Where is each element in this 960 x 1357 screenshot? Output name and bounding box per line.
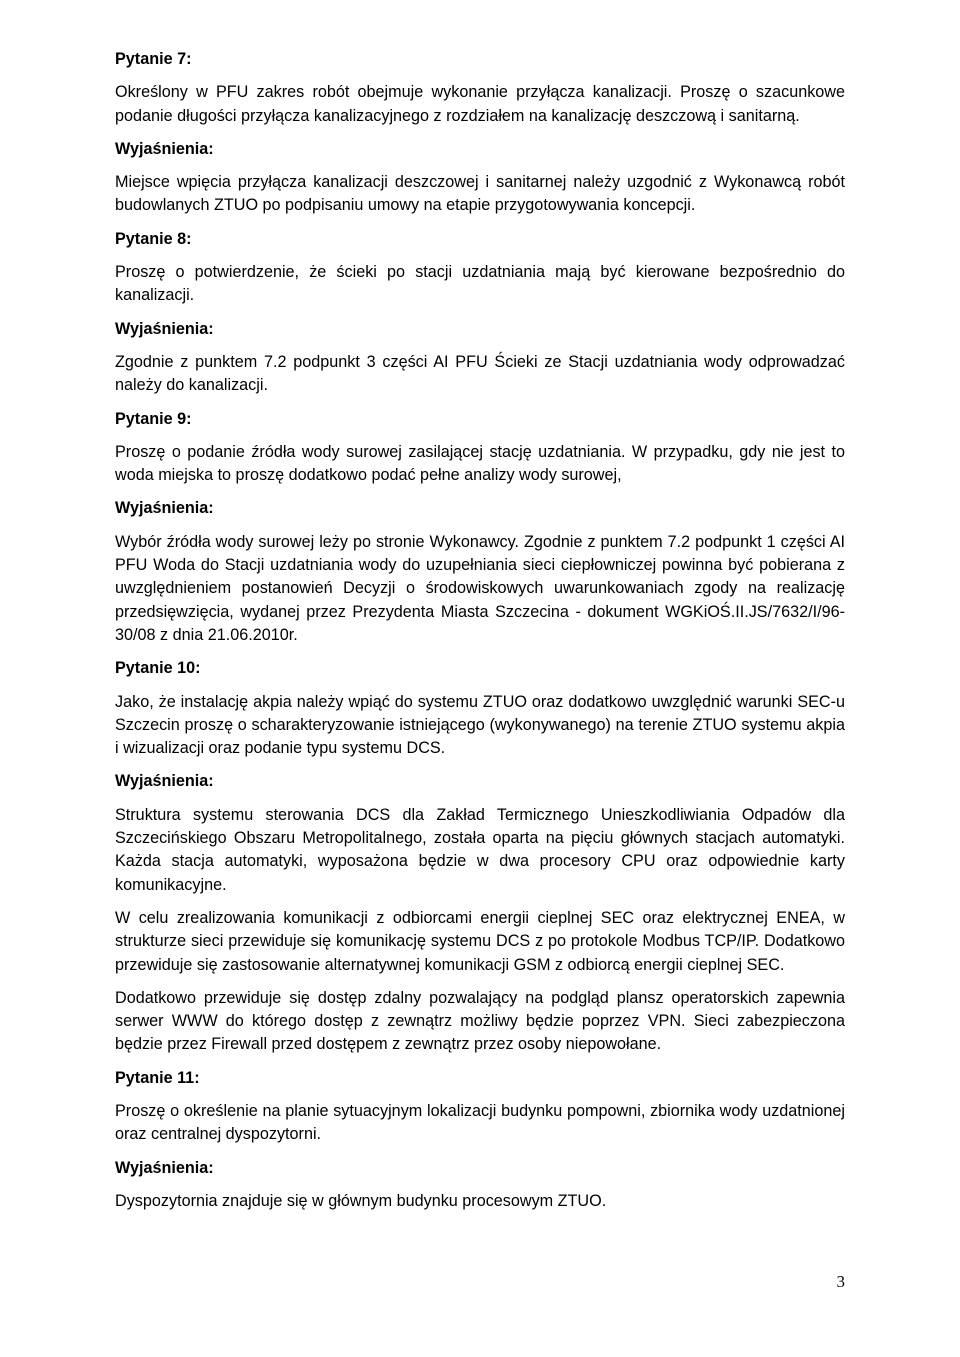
question-block-11 xyxy=(115,1067,845,1213)
question-heading: Pytanie 7: xyxy=(115,50,192,68)
answer-text: Dodatkowo przewiduje się dostęp zdalny pozwalający na podgląd plansz operatorskich zapewnia serwer WWW do którego dostęp z zewnątrz możliwy będzie poprzez VPN. Sieci zabezpieczona będzie przez Firewall przed dostępem z zewnątrz przez osoby niepowołane. xyxy=(115,988,845,1054)
question-heading: Pytanie 11: xyxy=(115,1068,200,1087)
page-number: 3 xyxy=(836,1272,845,1291)
answer-text: Wybór źródła wody surowej leży po stronie Wykonawcy. Zgodnie z punktem 7.2 podpunkt 1 części AI PFU Woda do Stacji uzdatniania wody do uzupełniania sieci ciepłowniczej powinna być pobierana z uwzględnieniem postanowień Decyzji o środowiskowych uwarunkowaniach zgody na realizację przedsięwzięcia, wydanej przez Prezydenta Miasta Szczecina - dokument WGKiOŚ.II.JS/7632/I/96-30/08 z dnia 21.06.2010r. xyxy=(115,532,845,644)
answer-text: Dyspozytornia znajduje się w głównym budynku procesowym ZTUO. xyxy=(115,1191,607,1210)
answer-heading: Wyjaśnienia: xyxy=(115,319,214,338)
question-block-8 xyxy=(115,228,845,398)
answer-text: Zgodnie z punktem 7.2 podpunkt 3 części AI PFU Ścieki ze Stacji uzdatniania wody odprowadzać należy do kanalizacji. xyxy=(115,352,845,395)
question-text: Jako, że instalację akpia należy wpiąć do systemu ZTUO oraz dodatkowo uwzględnić warunki SEC-u Szczecin proszę o scharakteryzowanie istniejącego (wykonywanego) na terenie ZTUO systemu akpia i wizualizacji oraz podanie typu systemu DCS. xyxy=(115,692,845,758)
question-block-7 xyxy=(115,48,845,218)
answer-text: Miejsce wpięcia przyłącza kanalizacji deszczowej i sanitarnej należy uzgodnić z Wykonawcą robót budowlanych ZTUO po podpisaniu umowy na etapie przygotowywania koncepcji. xyxy=(115,173,845,215)
document-page xyxy=(115,48,845,1223)
answer-heading: Wyjaśnienia: xyxy=(115,772,214,791)
question-text: Proszę o określenie na planie sytuacyjnym lokalizacji budynku pompowni, zbiornika wody uzdatnionej oraz centralnej dyspozytorni. xyxy=(115,1101,845,1144)
answer-heading: Wyjaśnienia: xyxy=(115,499,214,518)
question-text: Proszę o potwierdzenie, że ścieki po stacji uzdatniania mają być kierowane bezpośrednio do kanalizacji. xyxy=(115,263,845,305)
question-text: Określony w PFU zakres robót obejmuje wykonanie przyłącza kanalizacji. Proszę o szacunkowe podanie długości przyłącza kanalizacyjnego z rozdziałem na kanalizację deszczową i sanitarną. xyxy=(115,83,845,125)
question-heading: Pytanie 10: xyxy=(115,659,201,678)
question-text: Proszę o podanie źródła wody surowej zasilającej stację uzdatniania. W przypadku, gdy nie jest to woda miejska to proszę dodatkowo podać pełne analizy wody surowej, xyxy=(115,442,845,485)
question-block-10 xyxy=(115,657,845,1056)
answer-heading: Wyjaśnienia: xyxy=(115,1158,214,1177)
question-block-9 xyxy=(115,408,845,648)
answer-text: W celu zrealizowania komunikacji z odbiorcami energii cieplnej SEC oraz elektrycznej ENEA, w strukturze sieci przewiduje się komunikację systemu DCS z po protokole Modbus TCP/IP. Dodatkowo przewiduje się zastosowanie alternatywnej komunikacji GSM z odbiorcą energii cieplnej SEC. xyxy=(115,908,845,974)
answer-text: Struktura systemu sterowania DCS dla Zakład Termicznego Unieszkodliwiania Odpadów dla Szczecińskiego Obszaru Metropolitalnego, została oparta na pięciu głównych stacjach automatyki. Każda stacja automatyki, wyposażona będzie w dwa procesory CPU oraz odpowiednie karty komunikacyjne. xyxy=(115,805,845,894)
question-heading: Pytanie 9: xyxy=(115,409,192,428)
question-heading: Pytanie 8: xyxy=(115,229,192,248)
answer-heading: Wyjaśnienia: xyxy=(115,139,214,158)
